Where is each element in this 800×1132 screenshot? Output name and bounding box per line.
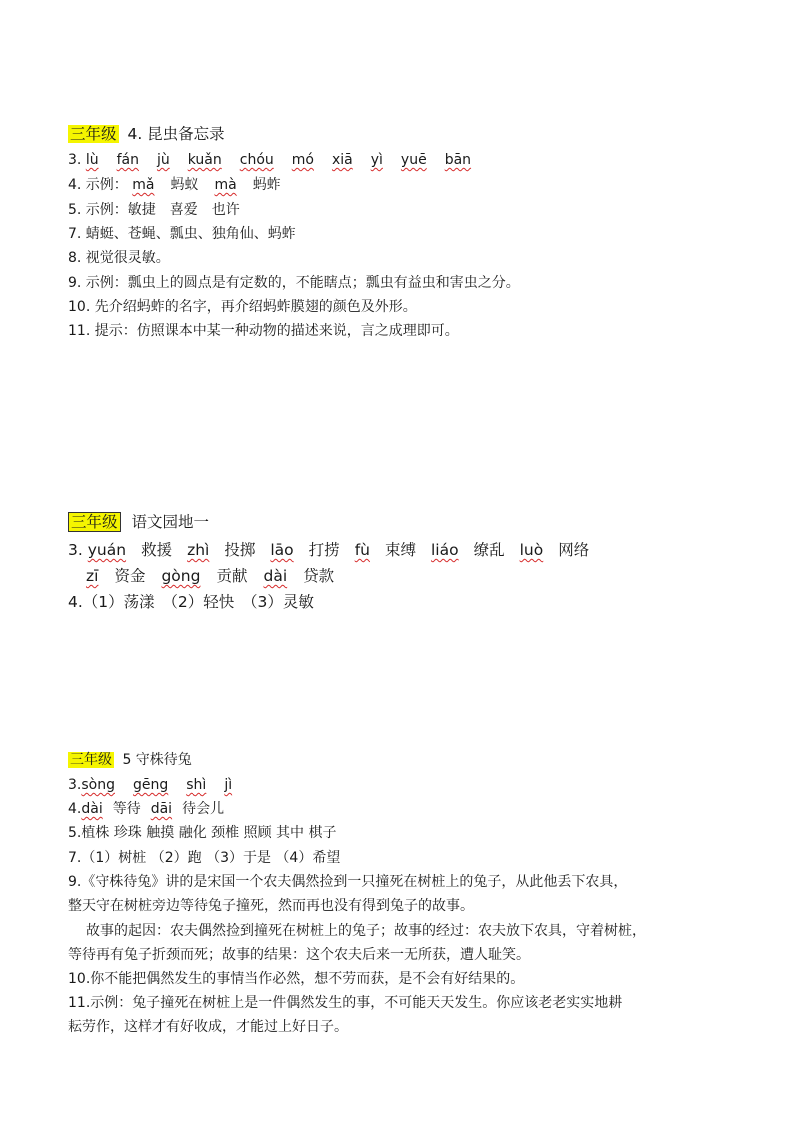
word-token: 网络 xyxy=(558,541,590,559)
question-number: 3. xyxy=(68,152,82,168)
pinyin-token: dài xyxy=(263,567,288,585)
pinyin-word-list xyxy=(86,567,350,585)
pinyin-token: chóu xyxy=(239,152,274,168)
answer-q3 xyxy=(68,775,250,795)
pinyin-word-list xyxy=(88,541,605,559)
word-token: 蚂蚱 xyxy=(252,177,281,193)
word-token: 待会儿 xyxy=(182,801,225,817)
answer-q3 xyxy=(68,540,604,560)
pinyin-token: yì xyxy=(370,152,383,168)
pinyin-list xyxy=(81,777,250,793)
answer-q10: 10.你不能把偶然发生的事情当作必然，想不劳而获，是不会有好结果的。 xyxy=(68,971,525,987)
pinyin-token: liáo xyxy=(430,541,459,559)
word-token: 救援 xyxy=(141,541,173,559)
pinyin-list xyxy=(86,152,489,168)
pinyin-token: dài xyxy=(81,801,103,817)
pinyin-word-list xyxy=(81,801,234,817)
pinyin-word-list xyxy=(132,177,296,193)
pinyin-token: gòng xyxy=(161,567,201,585)
pinyin-token: fù xyxy=(354,541,370,559)
pinyin-token: luò xyxy=(519,541,544,559)
pinyin-token: bān xyxy=(444,152,472,168)
section-heading xyxy=(68,512,209,532)
answer-q7: 7.（1）树桩 （2）跑 （3）于是 （4）希望 xyxy=(68,850,341,866)
pinyin-token: mǎ xyxy=(132,177,155,193)
question-number: 3. xyxy=(68,541,83,559)
pinyin-token: jù xyxy=(156,152,170,168)
pinyin-token: mà xyxy=(214,177,237,193)
pinyin-token: yuán xyxy=(87,541,127,559)
word-token: 打捞 xyxy=(308,541,340,559)
answer-q11-line2: 耘劳作，这样才有好收成，才能过上好日子。 xyxy=(68,1019,348,1035)
pinyin-token: fán xyxy=(116,152,139,168)
answer-q9-line3: 故事的起因：农夫偶然捡到撞死在树桩上的兔子；故事的经过：农夫放下农具，守着树桩， xyxy=(86,923,646,939)
answer-q5: 5.植株 珍珠 触摸 融化 颈椎 照顾 其中 棋子 xyxy=(68,825,337,841)
word-token: 贡献 xyxy=(216,567,248,585)
word-token: 等待 xyxy=(112,801,141,817)
pinyin-token: kuǎn xyxy=(187,152,222,168)
pinyin-token: jì xyxy=(224,777,233,793)
answer-q7: 7. 蜻蜓、苍蝇、瓢虫、独角仙、蚂蚱 xyxy=(68,226,296,242)
pinyin-token: dāi xyxy=(150,801,173,817)
answer-q3-continued xyxy=(86,566,350,586)
pinyin-token: shì xyxy=(186,777,207,793)
pinyin-token: sòng xyxy=(81,777,115,793)
answer-q3 xyxy=(68,150,489,170)
word-token: 缭乱 xyxy=(473,541,505,559)
answer-q9-line4: 等待再有兔子折颈而死；故事的结果：这个农夫后来一无所获，遭人耻笑。 xyxy=(68,947,530,963)
word-token: 投掷 xyxy=(224,541,256,559)
answer-q4 xyxy=(68,175,297,195)
pinyin-token: gēng xyxy=(132,777,169,793)
section-heading xyxy=(68,124,225,144)
grade-label-highlight: 三年级 xyxy=(70,752,112,768)
grade-label-highlight: 三年级 xyxy=(68,512,121,532)
word-token: 资金 xyxy=(114,567,146,585)
grade-label-highlight: 三年级 xyxy=(70,125,117,143)
answer-q4 xyxy=(68,799,234,819)
question-number: 4. xyxy=(68,801,82,817)
pinyin-token: yuē xyxy=(400,152,427,168)
pinyin-token: lù xyxy=(85,152,99,168)
answer-q10: 10. 先介绍蚂蚱的名字，再介绍蚂蚱膜翅的颜色及外形。 xyxy=(68,299,417,315)
lesson-title: 语文园地一 xyxy=(131,513,209,531)
lesson-title: 5 守株待兔 xyxy=(122,752,192,768)
answer-q4: 4.（1）荡漾 （2）轻快 （3）灵敏 xyxy=(68,593,314,611)
word-token: 贷款 xyxy=(303,567,335,585)
pinyin-token: lāo xyxy=(270,541,294,559)
question-prefix: 4. 示例： xyxy=(68,177,128,193)
section-heading xyxy=(68,750,192,770)
pinyin-token: mó xyxy=(291,152,314,168)
pinyin-token: xiā xyxy=(331,152,353,168)
pinyin-token: zī xyxy=(86,567,99,585)
word-token: 束缚 xyxy=(384,541,416,559)
answer-q9-line1: 9.《守株待兔》讲的是宋国一个农夫偶然捡到一只撞死在树桩上的兔子，从此他丢下农具， xyxy=(68,874,628,890)
question-number: 3. xyxy=(68,777,82,793)
answer-q5: 5. 示例：敏捷 喜爱 也许 xyxy=(68,202,240,218)
answer-q9-line2: 整天守在树桩旁边等待兔子撞死，然而再也没有得到兔子的故事。 xyxy=(68,898,474,914)
answer-q11: 11. 提示：仿照课本中某一种动物的描述来说，言之成理即可。 xyxy=(68,323,459,339)
pinyin-token: zhì xyxy=(187,541,210,559)
lesson-title: 4. 昆虫备忘录 xyxy=(127,125,225,143)
answer-q8: 8. 视觉很灵敏。 xyxy=(68,250,170,266)
answer-q9: 9. 示例：瓢虫上的圆点是有定数的，不能瞎点；瓢虫有益虫和害虫之分。 xyxy=(68,275,520,291)
word-token: 蚂蚁 xyxy=(170,177,199,193)
answer-q11-line1: 11.示例：兔子撞死在树桩上是一件偶然发生的事，不可能天天发生。你应该老老实实地耕 xyxy=(68,995,623,1011)
